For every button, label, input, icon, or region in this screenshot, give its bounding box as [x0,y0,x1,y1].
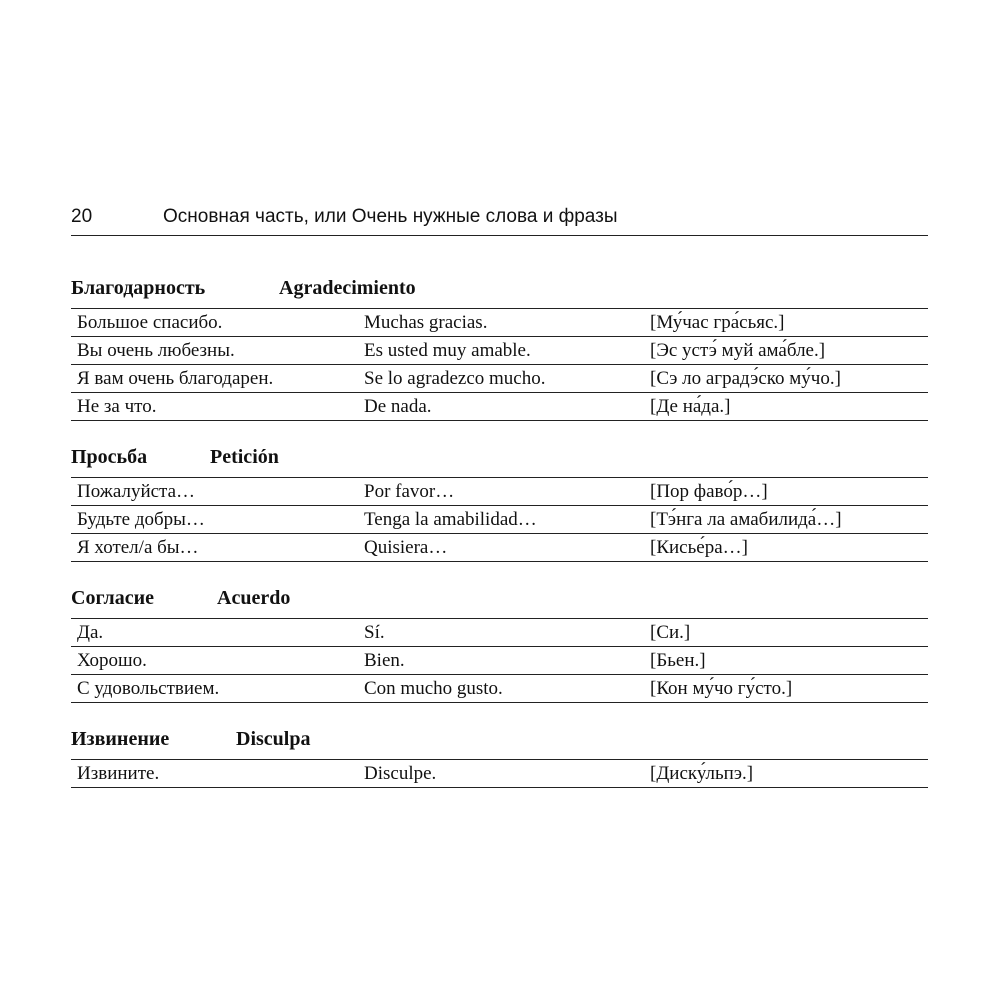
section-title-es: Acuerdo [217,587,291,609]
cell-transcription: [Бьен.] [644,647,928,675]
cell-transcription: [Тэ́нга ла амабилида́…] [644,506,928,534]
table-row [71,619,928,647]
cell-russian: Вы очень любезны. [71,337,358,365]
table-row [71,478,928,506]
cell-transcription: [Си.] [644,619,928,647]
cell-transcription: [Му́час гра́сьяс.] [644,309,928,337]
phrase-table [71,618,928,703]
cell-russian: Не за что. [71,393,358,421]
cell-transcription: [Диску́льпэ.] [644,760,928,788]
cell-transcription: [Пор фаво́р…] [644,478,928,506]
section-title-ru: Согласие [71,587,155,609]
cell-russian: Хорошо. [71,647,358,675]
cell-russian: Большое спасибо. [71,309,358,337]
phrase-table [71,308,928,421]
section-apology [71,723,928,788]
cell-russian: Будьте добры… [71,506,358,534]
cell-russian: Я хотел/а бы… [71,534,358,562]
page-number: 20 [71,206,93,227]
phrase-table [71,759,928,788]
cell-russian: Пожалуйста… [71,478,358,506]
table-row [71,393,928,421]
section-title-es: Petición [210,446,279,468]
cell-russian: С удовольствием. [71,675,358,703]
cell-russian: Извините. [71,760,358,788]
cell-russian: Да. [71,619,358,647]
section-heading [71,272,928,308]
table-row [71,506,928,534]
cell-transcription: [Эс устэ́ муй ама́бле.] [644,337,928,365]
section-heading [71,723,928,759]
section-heading [71,582,928,618]
cell-spanish: Con mucho gusto. [358,675,644,703]
table-row [71,337,928,365]
cell-spanish: Se lo agradezco mucho. [358,365,644,393]
cell-transcription: [Кон му́чо гу́сто.] [644,675,928,703]
running-header [71,204,928,236]
table-row [71,647,928,675]
section-title-ru: Извинение [71,728,170,750]
cell-russian: Я вам очень благодарен. [71,365,358,393]
section-title-es: Agradecimiento [279,277,416,299]
running-title: Основная часть, или Очень нужные слова и фразы [163,206,618,227]
section-agreement [71,582,928,703]
table-row [71,309,928,337]
cell-transcription: [Кисье́ра…] [644,534,928,562]
section-gratitude [71,272,928,421]
section-title-es: Disculpa [236,728,311,750]
cell-spanish: Bien. [358,647,644,675]
cell-spanish: Tenga la amabilidad… [358,506,644,534]
table-row [71,675,928,703]
table-row [71,365,928,393]
section-request [71,441,928,562]
section-title-ru: Просьба [71,446,148,468]
table-row [71,534,928,562]
section-title-ru: Благодарность [71,277,206,299]
table-row [71,760,928,788]
cell-spanish: Quisiera… [358,534,644,562]
cell-spanish: Disculpe. [358,760,644,788]
cell-transcription: [Сэ ло аградэ́ско му́чо.] [644,365,928,393]
cell-spanish: Sí. [358,619,644,647]
cell-spanish: Es usted muy amable. [358,337,644,365]
book-page [71,0,928,1000]
cell-transcription: [Де на́да.] [644,393,928,421]
section-heading [71,441,928,477]
cell-spanish: Por favor… [358,478,644,506]
cell-spanish: De nada. [358,393,644,421]
phrase-table [71,477,928,562]
cell-spanish: Muchas gracias. [358,309,644,337]
